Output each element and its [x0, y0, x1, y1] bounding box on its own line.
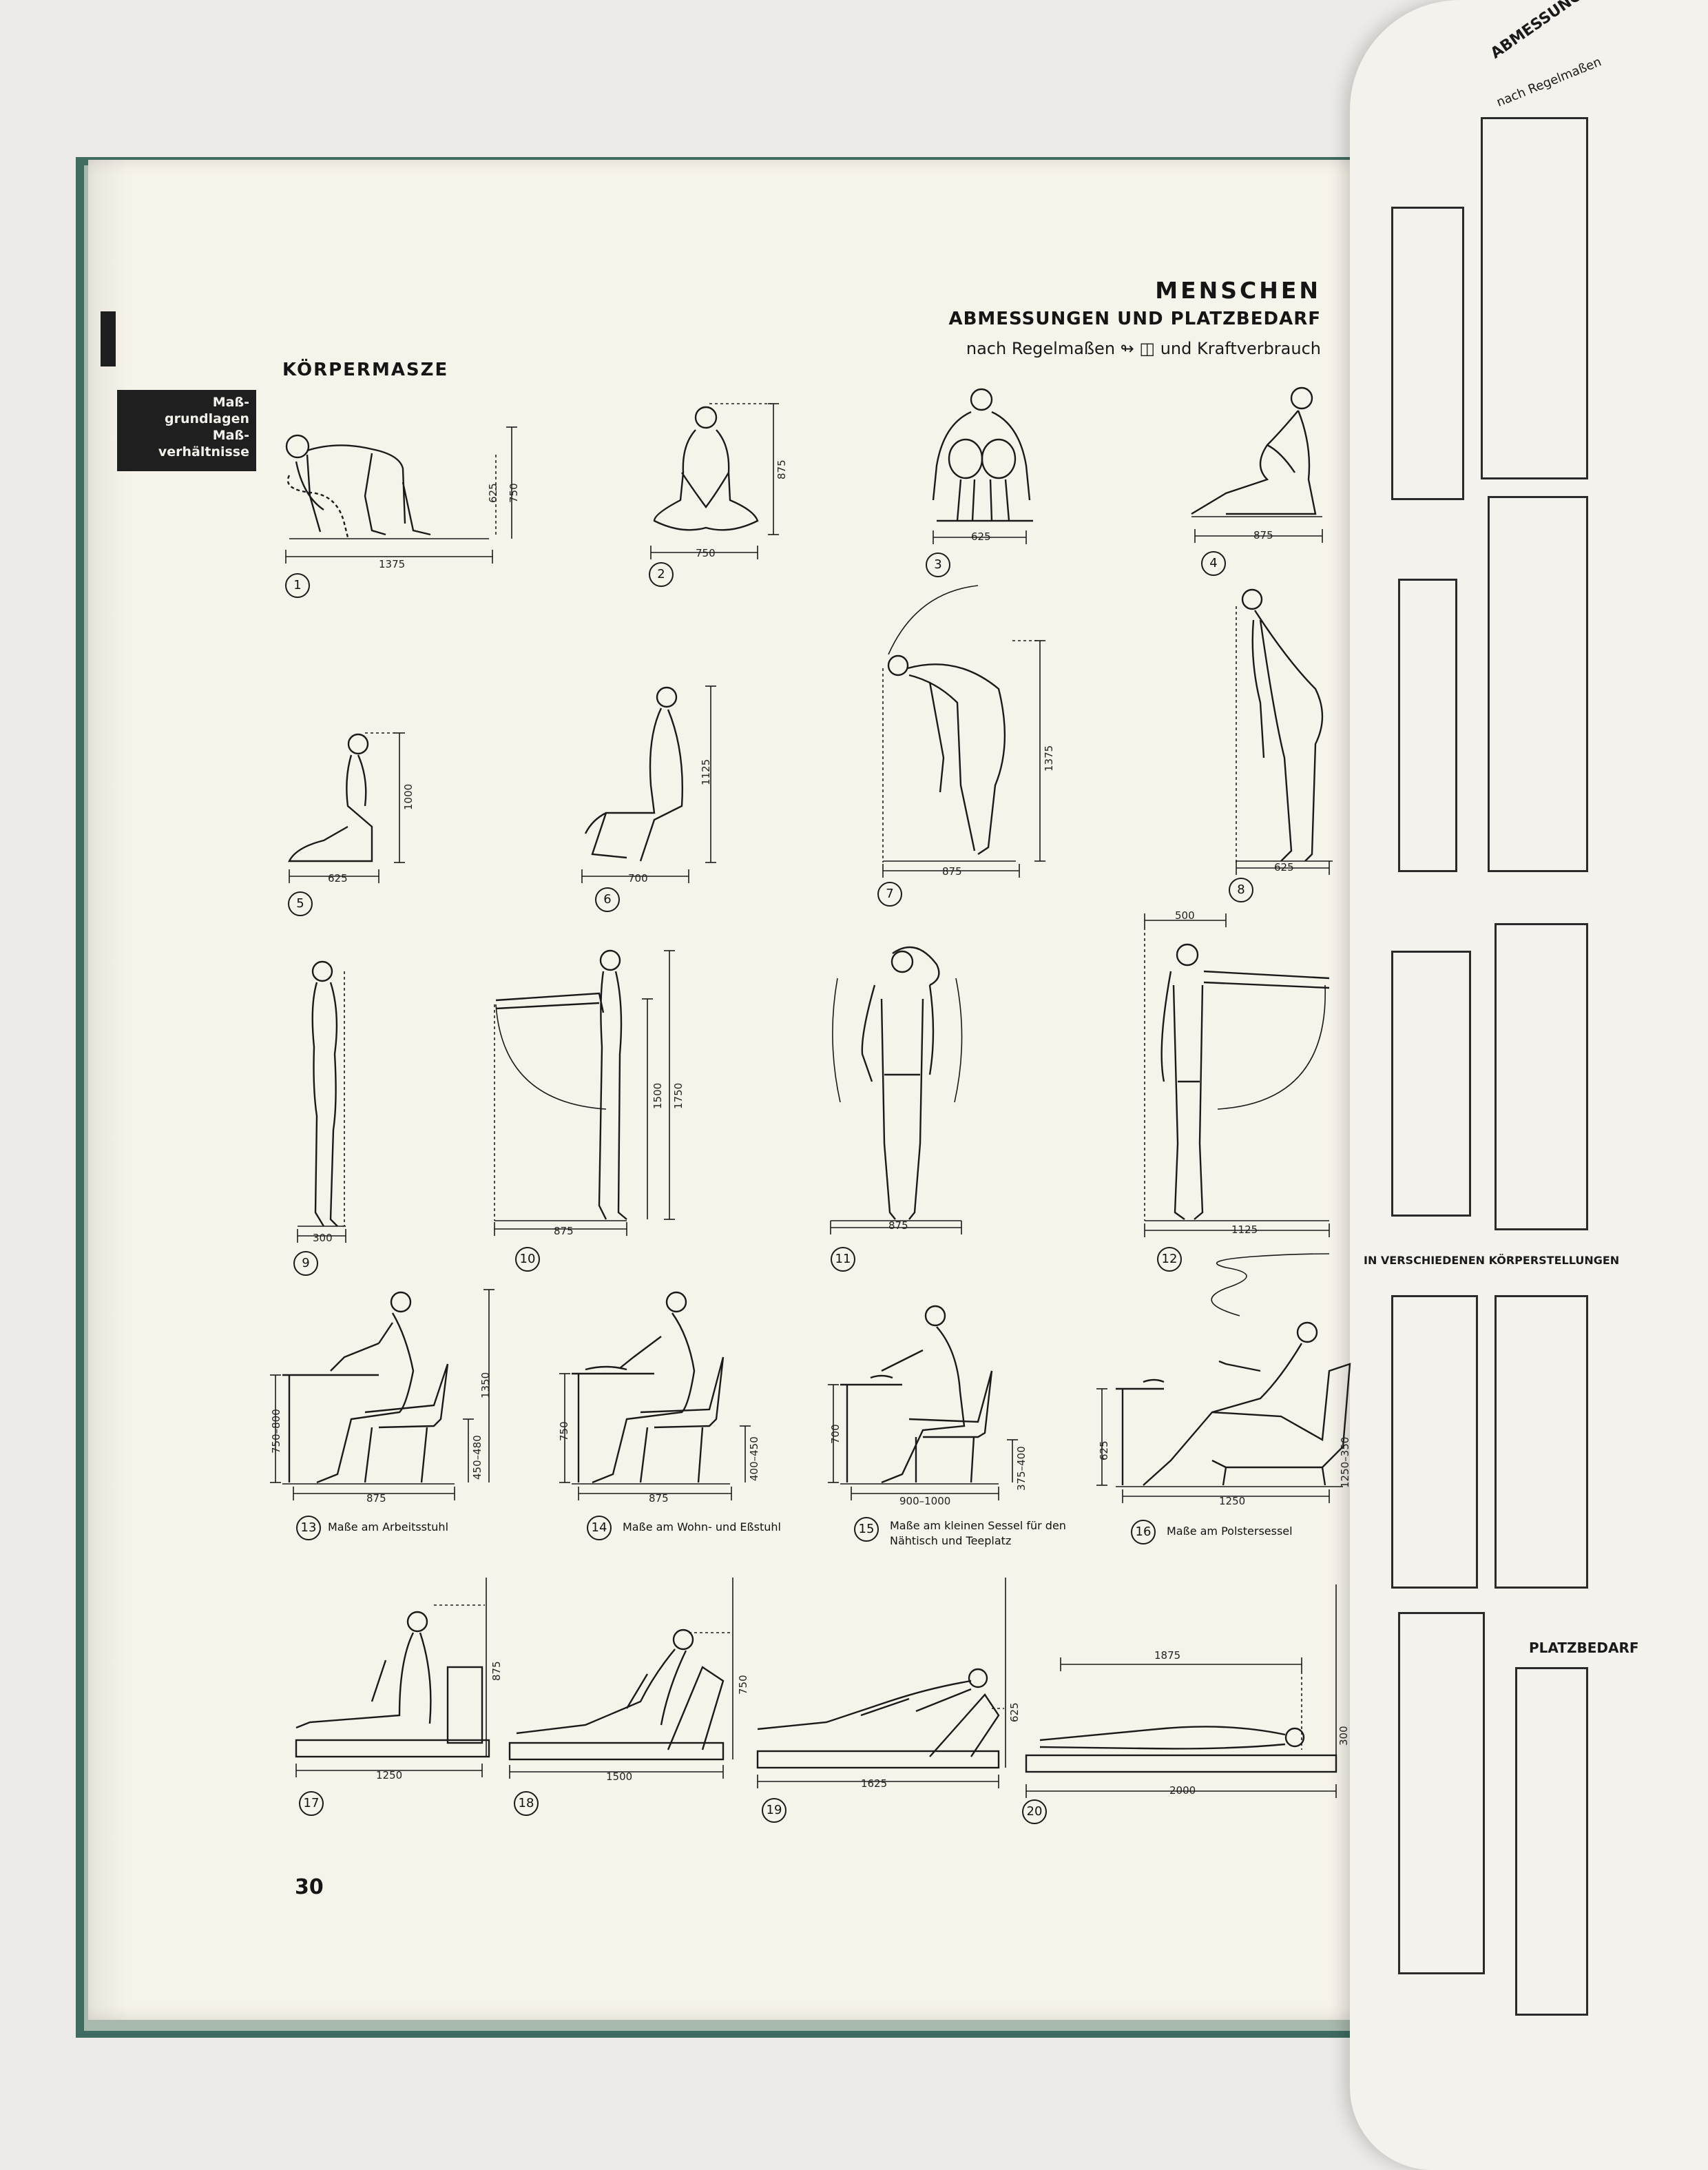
dim-label: 1250–350 — [1339, 1436, 1351, 1488]
figure-4 — [1185, 383, 1336, 583]
side-label-line: Maß- — [212, 428, 249, 443]
figure-number: 14 — [587, 1516, 612, 1540]
figure-number: 12 — [1157, 1247, 1182, 1272]
dim-label: 500 — [1175, 909, 1195, 922]
figure-number: 11 — [831, 1247, 855, 1272]
dim-label: 750 — [558, 1421, 570, 1441]
figure-16 — [1088, 1261, 1350, 1550]
dim-label: 1250 — [1219, 1495, 1246, 1507]
figure-7-drawing — [875, 579, 1068, 909]
dim-label: 1250 — [376, 1769, 403, 1781]
figure-caption: Maße am Polstersessel — [1167, 1525, 1293, 1538]
dim-label: 875 — [366, 1492, 386, 1505]
dim-label: 1375 — [1043, 745, 1055, 772]
figure-number: 1 — [285, 573, 310, 598]
right-page-panel — [1391, 1295, 1478, 1589]
figure-number: 6 — [595, 887, 620, 912]
right-page-sub: nach Regelmaßen — [1494, 54, 1604, 110]
dim-label: 1875 — [1154, 1649, 1181, 1662]
figure-number: 18 — [514, 1791, 539, 1816]
dim-label: 1625 — [861, 1777, 888, 1790]
figure-8-drawing — [1212, 579, 1350, 909]
dim-label: 300 — [313, 1232, 333, 1244]
section-title: KÖRPERMASZE — [282, 360, 449, 380]
figure-17 — [282, 1578, 503, 1826]
figure-8 — [1212, 579, 1350, 909]
dim-label: 875 — [1253, 529, 1273, 541]
side-label-line: grundlagen — [165, 411, 249, 426]
figure-14 — [551, 1281, 813, 1550]
figure-number: 20 — [1022, 1799, 1047, 1824]
figure-11 — [826, 937, 978, 1274]
figure-number: 17 — [299, 1791, 324, 1816]
figure-number: 13 — [296, 1516, 321, 1540]
page-title: MENSCHEN — [1155, 277, 1321, 304]
figure-number: 5 — [288, 891, 313, 916]
right-page-panel — [1391, 207, 1464, 500]
figure-1-drawing — [282, 413, 523, 599]
dim-label: 450–480 — [471, 1435, 483, 1480]
figure-number: 4 — [1201, 551, 1226, 576]
right-page-panel — [1515, 1667, 1588, 2016]
figure-number: 10 — [515, 1247, 540, 1272]
figure-number: 7 — [877, 882, 902, 907]
right-page-panel — [1398, 1612, 1485, 1974]
figure-10 — [489, 944, 696, 1274]
right-page-panel — [1481, 117, 1588, 479]
dim-label: 700 — [628, 872, 648, 885]
dim-label: 875 — [888, 1219, 908, 1232]
figure-number: 9 — [293, 1251, 318, 1276]
dim-label: 900–1000 — [899, 1495, 951, 1507]
figure-5 — [282, 723, 420, 916]
dim-label: 625 — [487, 483, 499, 503]
dim-label: 875 — [942, 865, 962, 878]
dim-label: 400–450 — [748, 1436, 760, 1481]
dim-label: 875 — [490, 1661, 503, 1681]
figure-caption: Maße am Arbeitsstuhl — [328, 1520, 449, 1533]
dim-label: 625 — [1274, 861, 1294, 874]
figure-19 — [751, 1578, 1021, 1826]
dim-label: 300 — [1337, 1726, 1350, 1746]
figure-6 — [551, 682, 716, 909]
dim-label: 625 — [1008, 1702, 1021, 1722]
page-subtitle: ABMESSUNGEN UND PLATZBEDARF — [948, 309, 1321, 329]
figure-12-drawing — [1143, 909, 1336, 1274]
figure-18-drawing — [503, 1578, 751, 1826]
dim-label: 1350 — [479, 1372, 492, 1398]
right-page-panel — [1494, 923, 1588, 1230]
figure-20 — [1019, 1584, 1350, 1832]
figure-15 — [826, 1295, 1088, 1564]
figure-18 — [503, 1578, 751, 1826]
dim-label: 1500 — [652, 1082, 664, 1109]
dim-label: 375–400 — [1015, 1446, 1028, 1491]
page-subline: nach Regelmaßen ↬ ◫ und Kraftverbrauch — [966, 339, 1321, 358]
figure-number: 3 — [926, 552, 950, 577]
figure-number: 15 — [854, 1517, 879, 1542]
dim-label: 700 — [829, 1424, 842, 1444]
right-page-band: PLATZBEDARF — [1529, 1640, 1639, 1656]
right-page-panel — [1398, 579, 1457, 872]
figure-caption: Maße am kleinen Sessel für den Nähtisch und Teeplatz — [890, 1519, 1066, 1547]
figure-number: 8 — [1229, 878, 1253, 902]
page-number: 30 — [295, 1875, 324, 1899]
figure-13 — [269, 1281, 510, 1550]
dim-label: 750 — [508, 483, 520, 503]
figure-7 — [875, 579, 1068, 909]
figure-2-drawing — [640, 397, 799, 590]
dim-label: 875 — [554, 1225, 574, 1237]
figure-13-drawing — [269, 1281, 510, 1550]
dim-label: 625 — [971, 530, 991, 543]
dim-label: 625 — [1098, 1440, 1110, 1460]
figure-number: 19 — [762, 1798, 787, 1823]
right-page — [1350, 0, 1639, 2170]
dim-label: 1750 — [672, 1082, 685, 1109]
dim-label: 2000 — [1169, 1784, 1196, 1797]
figure-number: 16 — [1131, 1520, 1156, 1544]
figure-3 — [923, 383, 1047, 583]
dim-label: 750–800 — [270, 1409, 282, 1454]
figure-10-drawing — [489, 944, 696, 1274]
figure-14-drawing — [551, 1281, 813, 1550]
right-page-panel — [1488, 496, 1588, 872]
dim-label: 625 — [328, 872, 348, 885]
dim-label: 1125 — [700, 758, 712, 785]
dim-label: 875 — [775, 459, 788, 479]
figure-9 — [282, 951, 365, 1274]
figure-17-drawing — [282, 1578, 503, 1826]
figure-number: 2 — [649, 562, 674, 587]
side-label-box — [117, 390, 256, 471]
thumb-tab-mark — [101, 311, 116, 366]
right-page-panel — [1391, 951, 1471, 1217]
side-label-line: Maß- — [212, 395, 249, 410]
figure-1 — [282, 413, 523, 599]
figure-9-drawing — [282, 951, 365, 1274]
dim-label: 875 — [649, 1492, 669, 1505]
figure-12 — [1143, 909, 1336, 1274]
dim-label: 1500 — [606, 1770, 633, 1783]
side-label-line: verhältnisse — [158, 444, 249, 459]
right-page-panel — [1494, 1295, 1588, 1589]
figure-caption: Maße am Wohn- und Eßstuhl — [623, 1520, 781, 1533]
dim-label: 750 — [737, 1675, 749, 1695]
right-page-band: IN VERSCHIEDENEN KÖRPERSTELLUNGEN — [1364, 1254, 1620, 1267]
dim-label: 750 — [696, 547, 716, 559]
dim-label: 1125 — [1231, 1223, 1258, 1236]
dim-label: 1375 — [379, 558, 406, 570]
figure-2 — [640, 397, 799, 590]
dim-label: 1000 — [402, 783, 415, 810]
figure-5-drawing — [282, 723, 420, 916]
